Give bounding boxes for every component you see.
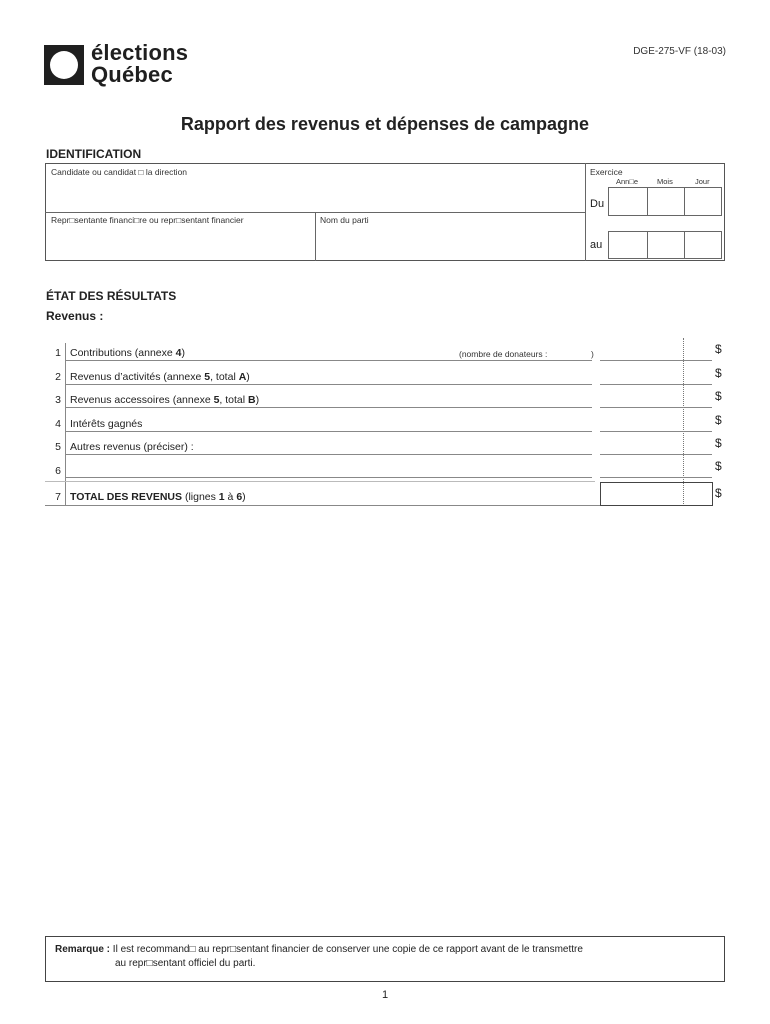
other-revenues-amount-field[interactable] (600, 437, 712, 454)
divider (45, 505, 600, 506)
divider (66, 407, 592, 408)
candidate-field[interactable] (50, 180, 580, 208)
activity-revenues-amount-field[interactable] (600, 367, 712, 384)
row-label-activity-revenues: Revenus d’activités (annexe 5, total A) (70, 371, 250, 383)
year-label: Ann□e (616, 177, 639, 186)
revenues-subheading: Revenus : (46, 309, 104, 323)
divider (66, 384, 592, 385)
to-label: au (590, 239, 603, 251)
row-number: 5 (55, 441, 61, 453)
divider (585, 163, 586, 261)
donors-count-close: ) (591, 349, 594, 359)
row-6-amount-field[interactable] (600, 460, 712, 477)
dollar-sign: $ (715, 366, 722, 380)
dollar-sign: $ (715, 436, 722, 450)
divider (66, 431, 592, 432)
divider (66, 477, 592, 478)
row-label-total-revenues: TOTAL DES REVENUS (lignes 1 à 6) (70, 491, 246, 503)
divider (600, 384, 712, 385)
divider (600, 431, 712, 432)
logo-line-1: élections (91, 40, 189, 65)
other-revenues-specify-field[interactable] (210, 438, 590, 454)
ancillary-revenues-amount-field[interactable] (600, 390, 712, 407)
note-line-2: au repr□sentant officiel du parti. (115, 958, 256, 969)
row-label-ancillary-revenues: Revenus accessoires (annexe 5, total B) (70, 394, 260, 406)
page-title: Rapport des revenus et dépenses de campagne (180, 114, 590, 134)
row-6-description-field[interactable] (70, 461, 590, 477)
divider (45, 481, 595, 482)
dollar-sign: $ (715, 459, 722, 473)
results-heading: ÉTAT DES RÉSULTATS (46, 289, 177, 303)
divider (600, 454, 712, 455)
identification-heading: IDENTIFICATION (46, 147, 142, 161)
dollar-sign: $ (715, 389, 722, 403)
party-name-field[interactable] (320, 228, 580, 258)
row-number: 6 (55, 465, 61, 477)
from-year-field[interactable] (608, 187, 648, 216)
logo-wordmark (91, 42, 188, 86)
dollar-sign: $ (715, 413, 722, 427)
candidate-label: Candidate ou candidat □ la direction (51, 167, 188, 177)
divider (600, 407, 712, 408)
from-day-field[interactable] (684, 187, 722, 216)
to-year-field[interactable] (608, 231, 648, 259)
note-label: Remarque : (55, 944, 111, 955)
interest-amount-field[interactable] (600, 414, 712, 431)
row-label-other-revenues: Autres revenus (préciser) : (70, 441, 194, 453)
total-revenues-amount-field[interactable] (600, 482, 713, 506)
page-number: 1 (381, 989, 389, 1001)
divider (600, 477, 712, 478)
divider (315, 212, 316, 261)
to-month-field[interactable] (647, 231, 685, 259)
financial-agent-field[interactable] (50, 228, 310, 258)
row-number: 1 (55, 347, 61, 359)
dollar-sign: $ (715, 486, 722, 500)
from-month-field[interactable] (647, 187, 685, 216)
row-label-interest-earned: Intérêts gagnés (70, 418, 143, 430)
row-number: 2 (55, 371, 61, 383)
financial-agent-label: Repr□sentante financi□re ou repr□sentant financier (51, 215, 244, 225)
donors-count-label: (nombre de donateurs : (459, 349, 548, 359)
party-name-label: Nom du parti (320, 215, 369, 225)
dollar-sign: $ (715, 342, 722, 356)
row-number: 3 (55, 394, 61, 406)
to-day-field[interactable] (684, 231, 722, 259)
row-number: 7 (55, 491, 61, 503)
note-line-1: Il est recommand□ au repr□sentant financier de conserver une copie de ce rapport avant de le transmettre (112, 944, 583, 955)
exercice-label: Exercice (590, 167, 623, 177)
logo-line-2: Québec (91, 62, 173, 87)
month-label: Mois (657, 177, 673, 186)
contributions-amount-field[interactable] (600, 343, 712, 360)
form-code: DGE-275-VF (18-03) (633, 46, 726, 57)
divider (600, 360, 712, 361)
from-label: Du (590, 198, 605, 210)
day-label: Jour (695, 177, 710, 186)
row-number: 4 (55, 418, 61, 430)
row-label-contributions: Contributions (annexe 4) (70, 347, 185, 359)
note-text (55, 943, 717, 971)
divider (66, 454, 592, 455)
donors-count-field[interactable] (556, 346, 590, 360)
divider (66, 360, 592, 361)
elections-quebec-logo-icon (44, 45, 84, 85)
